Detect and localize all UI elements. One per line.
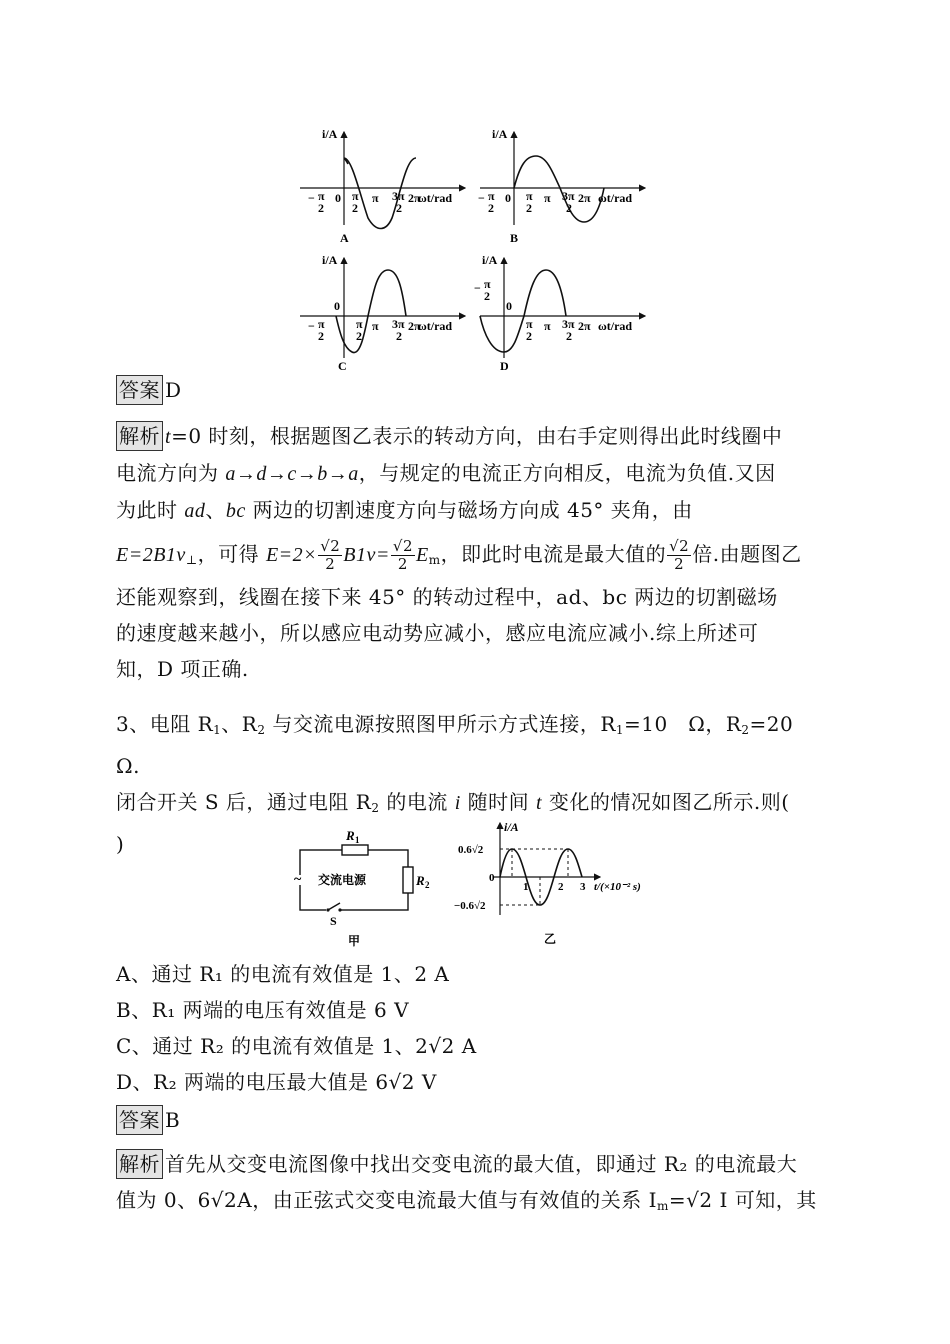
svg-text:π: π: [356, 317, 363, 331]
svg-text:2: 2: [526, 329, 532, 343]
ac-source-icon: ~: [294, 872, 302, 887]
analysis-1-line-7: 知，D 项正确.: [116, 657, 249, 681]
svg-text:−: −: [478, 191, 485, 205]
options: [116, 956, 836, 1100]
option-a: A、通过 R₁ 的电流有效值是 1、2 A: [116, 962, 450, 986]
svg-text:3π: 3π: [392, 317, 405, 331]
analysis-1-line-3: 为此时 ad、bc 两边的切割速度方向与磁场方向成 45° 夹角，由: [116, 498, 693, 522]
graph-d: [474, 253, 645, 373]
graph-d-y-label: i/A: [482, 253, 498, 267]
question-3-line-1: 3、电阻 $R_1$、$R_2$ 与交流电源按照图甲所示方式连接，$R_1=10$ Ω，$R_2=20$ Ω.: [116, 712, 814, 778]
resistor-r2: [403, 867, 413, 893]
answer-line-2: [116, 1102, 836, 1138]
analysis-1-line-2: 电流方向为 a→d→c→b→a，与规定的电流正方向相反，电流为负值.又因: [116, 461, 776, 485]
svg-text:3π: 3π: [562, 189, 575, 203]
graph-c: [300, 253, 465, 373]
svg-text:0: 0: [505, 191, 511, 205]
svg-text:0.6√2: 0.6√2: [458, 844, 484, 856]
svg-text:π: π: [352, 189, 359, 203]
option-b: B、R₁ 两端的电压有效值是 6 V: [116, 998, 410, 1022]
svg-text:2: 2: [396, 329, 402, 343]
svg-text:2: 2: [558, 881, 564, 893]
answer-tag: 答案: [116, 1105, 163, 1135]
answer-value: D: [165, 378, 182, 402]
svg-text:2π: 2π: [578, 191, 591, 205]
svg-text:2π: 2π: [408, 319, 421, 333]
option-c: C、通过 R₂ 的电流有效值是 1、2√2 A: [116, 1034, 477, 1058]
graph-b: [478, 127, 645, 245]
svg-text:0: 0: [334, 299, 340, 313]
svg-text:0: 0: [335, 191, 341, 205]
svg-text:2: 2: [425, 880, 430, 890]
analysis-2-line-2: 值为 0、6√2A，由正弦式交变电流最大值与有效值的关系 $I_m=√2$ I 可知，其: [116, 1188, 817, 1213]
answer-tag: 答案: [116, 375, 163, 405]
graph-d-curve: [480, 270, 566, 352]
graph-b-caption: B: [510, 231, 519, 245]
svg-text:2π: 2π: [408, 191, 421, 205]
svg-text:π: π: [526, 189, 533, 203]
analysis-1-line-4: $E=2B1v_\perp$，可得 E=2× $\frac{√2}{2}$ B1v= $\frac{√2}{2}$ $E_m$，即此时电流是最大值的 $\frac{√2}{2}$ 倍.由题图乙: [116, 537, 802, 573]
graph-a-caption: A: [340, 231, 349, 245]
wave-y-label: i/A: [504, 820, 519, 834]
question-3-line-2: 闭合开关 S 后，通过电阻 $R_2$ 的电流 i 随时间 t 变化的情况如图乙所示.则(: [116, 790, 790, 815]
svg-text:2: 2: [356, 329, 362, 343]
svg-text:3π: 3π: [562, 317, 575, 331]
graph-c-x-label: ωt/rad: [418, 319, 453, 333]
svg-text:2: 2: [352, 201, 358, 215]
svg-text:2: 2: [318, 201, 324, 215]
ac-source-label: 交流电源: [318, 873, 367, 887]
analysis-tag: 解析: [116, 1149, 163, 1179]
svg-text:−: −: [308, 191, 315, 205]
wave-caption: 乙: [544, 932, 557, 946]
svg-text:−: −: [474, 281, 481, 295]
graph-a: [300, 127, 465, 245]
svg-text:1: 1: [523, 881, 529, 893]
answer-line-1: [116, 372, 836, 408]
svg-text:3π: 3π: [392, 189, 405, 203]
analysis-1-line-1: 解析 t=0 时刻，根据题图乙表示的转动方向，由右手定则得出此时线圈中: [116, 418, 836, 455]
svg-text:π: π: [372, 191, 379, 205]
svg-text:1: 1: [355, 835, 360, 845]
analysis-tag: 解析: [116, 421, 163, 451]
svg-text:R: R: [416, 873, 425, 888]
svg-text:2: 2: [526, 201, 532, 215]
svg-text:π: π: [526, 317, 533, 331]
svg-text:π: π: [318, 189, 325, 203]
svg-text:−: −: [308, 319, 315, 333]
resistor-r1: [342, 845, 368, 855]
svg-text:π: π: [372, 319, 379, 333]
graph-c-caption: C: [338, 359, 347, 373]
svg-text:π: π: [544, 319, 551, 333]
svg-text:2: 2: [396, 201, 402, 215]
graphs-figure: [290, 120, 670, 375]
analysis-1: [116, 418, 836, 687]
svg-text:0: 0: [489, 872, 495, 884]
waveform-graph: [450, 815, 665, 950]
graph-b-y-label: i/A: [492, 127, 508, 141]
fraction-sqrt2-over-2: $\frac{√2}{2}$: [320, 537, 341, 573]
wave-x-label: t/(×10⁻² s): [594, 881, 641, 893]
graph-d-caption: D: [500, 359, 509, 373]
analysis-2-line-1: 解析 首先从交变电流图像中找出交变电流的最大值，即通过 R₂ 的电流最大: [116, 1146, 836, 1182]
svg-text:2: 2: [488, 201, 494, 215]
svg-text:2: 2: [566, 329, 572, 343]
svg-text:π: π: [488, 189, 495, 203]
analysis-1-line-5: 还能观察到，线圈在接下来 45° 的转动过程中，ad、bc 两边的切割磁场: [116, 585, 778, 609]
svg-text:2: 2: [318, 329, 324, 343]
svg-text:−0.6√2: −0.6√2: [454, 900, 486, 912]
analysis-2: [116, 1146, 836, 1224]
analysis-1-line-6: 的速度越来越小，所以感应电动势应减小，感应电流应减小.综上所述可: [116, 621, 759, 645]
circuit-diagram: [290, 825, 430, 950]
svg-text:R: R: [346, 828, 355, 843]
svg-text:π: π: [318, 317, 325, 331]
graph-a-y-label: i/A: [322, 127, 338, 141]
svg-text:2π: 2π: [578, 319, 591, 333]
svg-text:π: π: [484, 277, 491, 291]
circuit-caption: 甲: [348, 934, 361, 948]
svg-text:3: 3: [580, 881, 586, 893]
answer-value: B: [165, 1108, 181, 1132]
svg-text:S: S: [330, 914, 337, 928]
question-3-line-3: ): [116, 832, 125, 856]
svg-text:0: 0: [506, 299, 512, 313]
graph-d-x-label: ωt/rad: [598, 319, 633, 333]
graph-c-y-label: i/A: [322, 253, 338, 267]
svg-text:2: 2: [484, 289, 490, 303]
option-d: D、R₂ 两端的电压最大值是 6√2 V: [116, 1070, 437, 1094]
graph-a-x-label: ωt/rad: [418, 191, 453, 205]
svg-text:π: π: [544, 191, 551, 205]
graph-b-x-label: ωt/rad: [598, 191, 633, 205]
svg-text:2: 2: [566, 201, 572, 215]
